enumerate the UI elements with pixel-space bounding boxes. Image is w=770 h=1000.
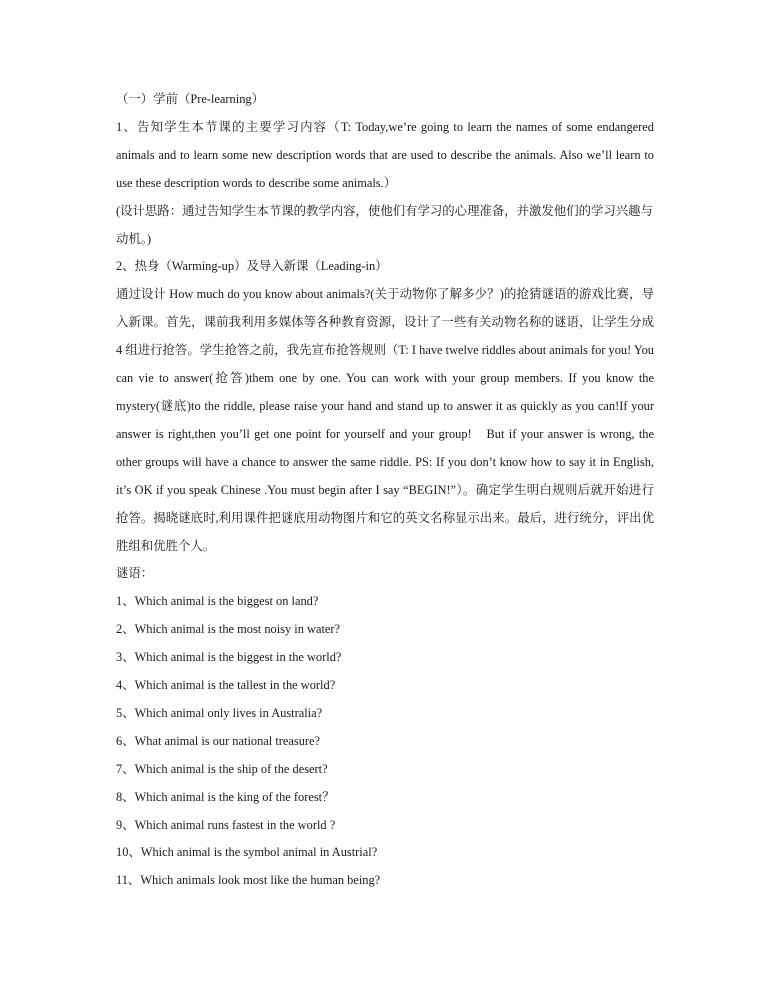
riddle-item: 6、What animal is our national treasure? <box>116 733 321 748</box>
document-body <box>116 86 654 895</box>
riddle-item: 1、Which animal is the biggest on land? <box>116 594 319 609</box>
riddle-item: 10、Which animal is the symbol animal in Austrial? <box>116 845 378 860</box>
section-heading: （一）学前（Pre-learning） <box>116 92 264 106</box>
riddle-item: 8、Which animal is the king of the forest？ <box>116 789 335 804</box>
riddle-item: 5、Which animal only lives in Australia? <box>116 705 323 720</box>
riddle-item: 2、Which animal is the most noisy in water? <box>116 622 341 637</box>
riddle-item: 7、Which animal is the ship of the desert? <box>116 761 328 776</box>
riddle-item: 4、Which animal is the tallest in the world? <box>116 678 336 693</box>
riddle-list <box>116 588 654 895</box>
step2-heading: 2、热身（Warming-up）及导入新课（Leading-in） <box>116 259 388 274</box>
riddles-label: 谜语： <box>116 566 154 581</box>
riddle-item: 11、Which animals look most like the human being? <box>116 873 381 888</box>
step2-body: 通过设计 How much do you know about animals?(关于动物你了解多少？)的抢猜谜语的游戏比赛，导入新课。首先，课前我利用多媒体等各种教育资源，设计了一些有关动物名称的谜语，让学生分成 4 组进行抢答。学生抢答之前，我先宣布抢答规则（T: I have twelve riddles about animals for you! You can vie to answer(抢答)them one by one. You can work with your group members. If you know the mystery(谜底)to the riddle, please raise your hand and stand up to answer it as quickly as you can!If your answer is right,then you’ll get one point for yourself and your group! But if your answer is wrong, the other groups will have a chance to answer the same riddle. PS: If you don’t know how to say it in English, it’s OK if you speak Chinese .You must begin after I say “BEGIN!”）。确定学生明白规则后就开始进行抢答。揭晓谜底时,利用课件把谜底用动物图片和它的英文名称显示出来。最后，进行统分，评出优胜组和优胜个人。 <box>116 287 655 553</box>
step1-intro: 1、告知学生本节课的主要学习内容（T: Today,we’re going to learn the names of some endangered animals and to learn some new description words that are used to describe the animals. Also we’ll learn to use these description words to describe some animals.） <box>116 119 654 190</box>
riddle-item: 3、Which animal is the biggest in the world? <box>116 650 342 665</box>
step1-design-note: (设计思路：通过告知学生本节课的教学内容，使他们有学习的心理准备，并激发他们的学习兴趣与动机。) <box>116 203 653 246</box>
riddle-item: 9、Which animal runs fastest in the world ? <box>116 817 336 832</box>
